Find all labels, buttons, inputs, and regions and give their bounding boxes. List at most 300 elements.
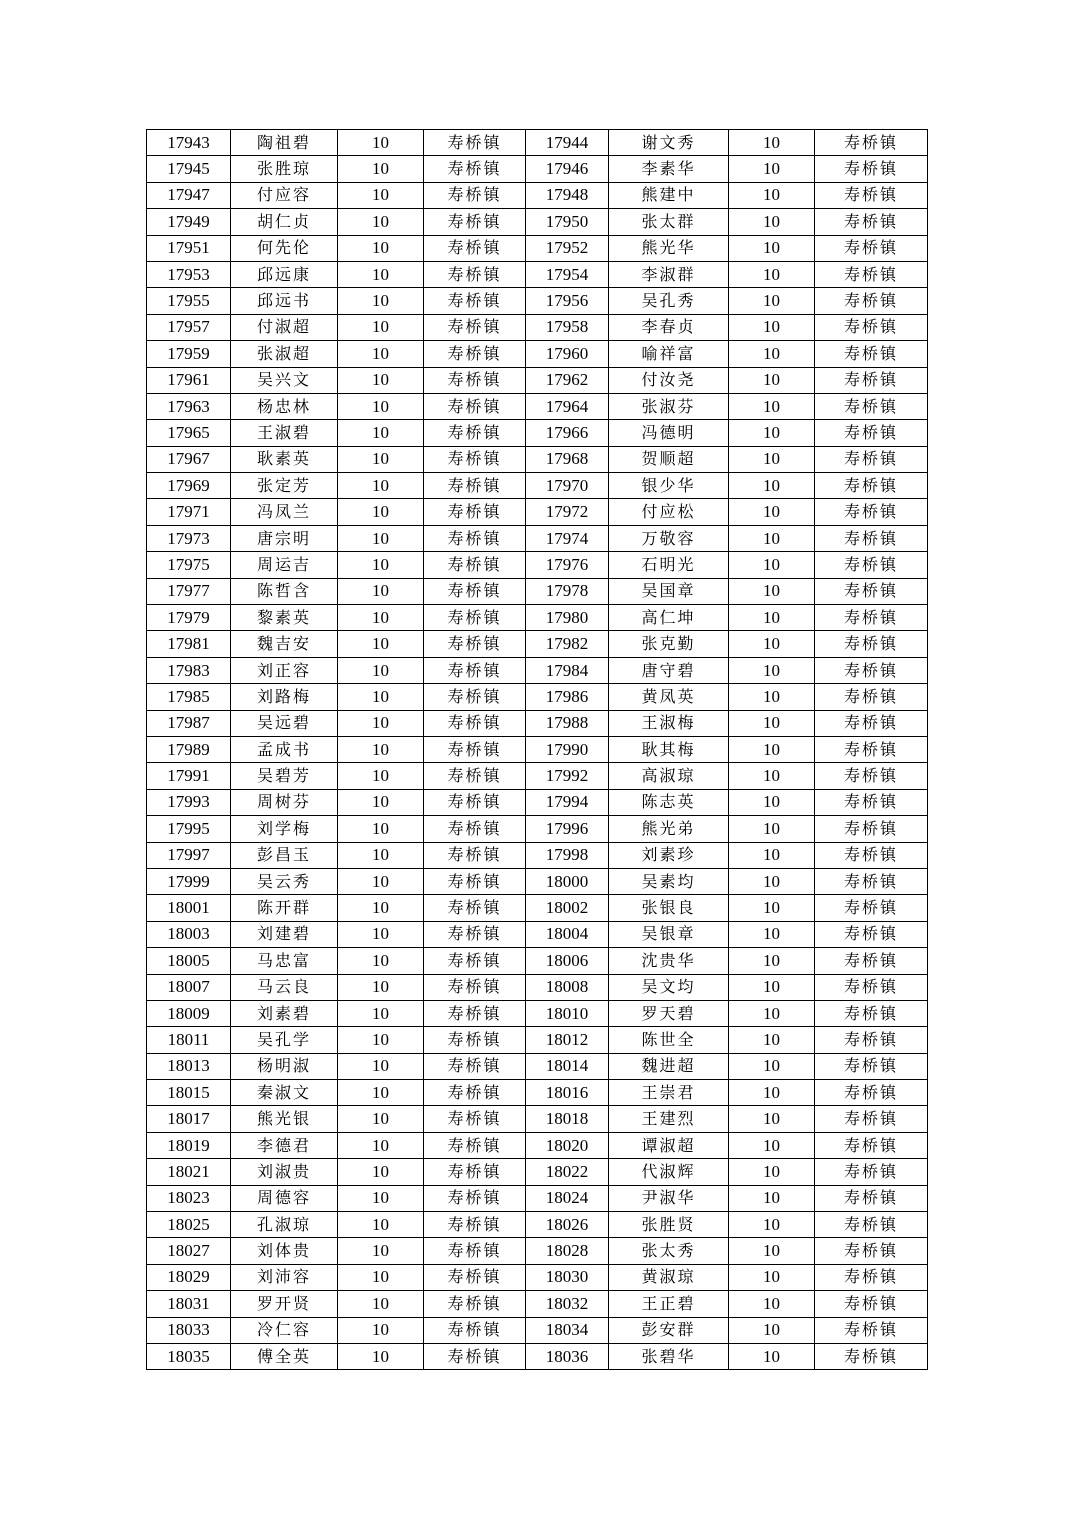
left-record-id-cell: 18035 <box>147 1343 231 1369</box>
left-record-id-cell: 17943 <box>147 130 231 156</box>
right-township-cell: 寿桥镇 <box>815 446 928 472</box>
right-record-id-cell: 17984 <box>526 657 609 683</box>
left-quantity-cell: 10 <box>338 1291 424 1317</box>
right-record-id-cell: 17948 <box>526 182 609 208</box>
left-record-id-cell: 17991 <box>147 763 231 789</box>
left-record-id-cell: 18033 <box>147 1317 231 1343</box>
right-record-id-cell: 18034 <box>526 1317 609 1343</box>
right-township-cell: 寿桥镇 <box>815 816 928 842</box>
right-township-cell: 寿桥镇 <box>815 261 928 287</box>
right-record-id-cell: 17998 <box>526 842 609 868</box>
left-person-name-cell: 冷仁容 <box>231 1317 338 1343</box>
left-quantity-cell: 10 <box>338 710 424 736</box>
right-township-cell: 寿桥镇 <box>815 763 928 789</box>
left-record-id-cell: 17967 <box>147 446 231 472</box>
left-person-name-cell: 何先伦 <box>231 235 338 261</box>
table-row <box>147 1264 928 1290</box>
right-quantity-cell: 10 <box>729 314 815 340</box>
left-quantity-cell: 10 <box>338 182 424 208</box>
left-person-name-cell: 陶祖碧 <box>231 130 338 156</box>
left-township-cell: 寿桥镇 <box>424 314 526 340</box>
right-township-cell: 寿桥镇 <box>815 525 928 551</box>
right-record-id-cell: 17978 <box>526 578 609 604</box>
right-township-cell: 寿桥镇 <box>815 1027 928 1053</box>
left-person-name-cell: 邱远康 <box>231 261 338 287</box>
table-row <box>147 631 928 657</box>
table-row <box>147 235 928 261</box>
left-quantity-cell: 10 <box>338 1080 424 1106</box>
left-record-id-cell: 17949 <box>147 209 231 235</box>
right-record-id-cell: 18010 <box>526 1000 609 1026</box>
left-quantity-cell: 10 <box>338 921 424 947</box>
left-record-id-cell: 17945 <box>147 156 231 182</box>
table-row <box>147 605 928 631</box>
right-person-name-cell: 尹淑华 <box>609 1185 729 1211</box>
right-quantity-cell: 10 <box>729 209 815 235</box>
left-township-cell: 寿桥镇 <box>424 736 526 762</box>
left-township-cell: 寿桥镇 <box>424 156 526 182</box>
right-township-cell: 寿桥镇 <box>815 341 928 367</box>
left-quantity-cell: 10 <box>338 420 424 446</box>
table-row <box>147 948 928 974</box>
left-person-name-cell: 杨明淑 <box>231 1053 338 1079</box>
right-person-name-cell: 李淑群 <box>609 261 729 287</box>
right-quantity-cell: 10 <box>729 1132 815 1158</box>
right-quantity-cell: 10 <box>729 261 815 287</box>
right-record-id-cell: 18030 <box>526 1264 609 1290</box>
right-quantity-cell: 10 <box>729 235 815 261</box>
left-record-id-cell: 18023 <box>147 1185 231 1211</box>
right-person-name-cell: 石明光 <box>609 552 729 578</box>
left-person-name-cell: 张胜琼 <box>231 156 338 182</box>
left-quantity-cell: 10 <box>338 130 424 156</box>
left-record-id-cell: 18025 <box>147 1212 231 1238</box>
right-record-id-cell: 17980 <box>526 605 609 631</box>
left-quantity-cell: 10 <box>338 1317 424 1343</box>
left-quantity-cell: 10 <box>338 393 424 419</box>
left-person-name-cell: 冯凤兰 <box>231 499 338 525</box>
left-person-name-cell: 周德容 <box>231 1185 338 1211</box>
right-township-cell: 寿桥镇 <box>815 473 928 499</box>
right-record-id-cell: 18016 <box>526 1080 609 1106</box>
left-township-cell: 寿桥镇 <box>424 1291 526 1317</box>
right-quantity-cell: 10 <box>729 1238 815 1264</box>
right-township-cell: 寿桥镇 <box>815 789 928 815</box>
right-quantity-cell: 10 <box>729 1291 815 1317</box>
left-person-name-cell: 周树芬 <box>231 789 338 815</box>
table-row <box>147 578 928 604</box>
right-quantity-cell: 10 <box>729 1343 815 1369</box>
table-row <box>147 1106 928 1132</box>
left-township-cell: 寿桥镇 <box>424 921 526 947</box>
left-record-id-cell: 18017 <box>147 1106 231 1132</box>
right-township-cell: 寿桥镇 <box>815 209 928 235</box>
left-record-id-cell: 17989 <box>147 736 231 762</box>
left-person-name-cell: 傅全英 <box>231 1343 338 1369</box>
left-person-name-cell: 马云良 <box>231 974 338 1000</box>
left-record-id-cell: 17997 <box>147 842 231 868</box>
left-township-cell: 寿桥镇 <box>424 763 526 789</box>
table-row <box>147 525 928 551</box>
right-quantity-cell: 10 <box>729 710 815 736</box>
left-person-name-cell: 刘正容 <box>231 657 338 683</box>
right-record-id-cell: 18036 <box>526 1343 609 1369</box>
left-quantity-cell: 10 <box>338 1264 424 1290</box>
left-record-id-cell: 18011 <box>147 1027 231 1053</box>
left-person-name-cell: 付淑超 <box>231 314 338 340</box>
left-township-cell: 寿桥镇 <box>424 1027 526 1053</box>
right-township-cell: 寿桥镇 <box>815 736 928 762</box>
right-quantity-cell: 10 <box>729 1264 815 1290</box>
table-row <box>147 842 928 868</box>
table-row <box>147 763 928 789</box>
right-quantity-cell: 10 <box>729 1212 815 1238</box>
left-township-cell: 寿桥镇 <box>424 261 526 287</box>
right-record-id-cell: 17976 <box>526 552 609 578</box>
left-quantity-cell: 10 <box>338 789 424 815</box>
left-quantity-cell: 10 <box>338 868 424 894</box>
left-quantity-cell: 10 <box>338 525 424 551</box>
left-record-id-cell: 17971 <box>147 499 231 525</box>
left-record-id-cell: 17957 <box>147 314 231 340</box>
right-person-name-cell: 万敬容 <box>609 525 729 551</box>
table-row <box>147 1185 928 1211</box>
left-township-cell: 寿桥镇 <box>424 974 526 1000</box>
left-person-name-cell: 秦淑文 <box>231 1080 338 1106</box>
right-record-id-cell: 18018 <box>526 1106 609 1132</box>
right-quantity-cell: 10 <box>729 367 815 393</box>
left-person-name-cell: 黎素英 <box>231 605 338 631</box>
left-quantity-cell: 10 <box>338 367 424 393</box>
left-record-id-cell: 18009 <box>147 1000 231 1026</box>
left-quantity-cell: 10 <box>338 499 424 525</box>
left-quantity-cell: 10 <box>338 895 424 921</box>
left-record-id-cell: 18021 <box>147 1159 231 1185</box>
left-quantity-cell: 10 <box>338 1106 424 1132</box>
right-record-id-cell: 17988 <box>526 710 609 736</box>
right-township-cell: 寿桥镇 <box>815 420 928 446</box>
left-record-id-cell: 17993 <box>147 789 231 815</box>
table-row <box>147 895 928 921</box>
right-record-id-cell: 18002 <box>526 895 609 921</box>
right-record-id-cell: 17946 <box>526 156 609 182</box>
right-township-cell: 寿桥镇 <box>815 921 928 947</box>
right-township-cell: 寿桥镇 <box>815 1106 928 1132</box>
left-township-cell: 寿桥镇 <box>424 948 526 974</box>
left-township-cell: 寿桥镇 <box>424 1106 526 1132</box>
right-record-id-cell: 17962 <box>526 367 609 393</box>
right-person-name-cell: 吴银章 <box>609 921 729 947</box>
right-quantity-cell: 10 <box>729 1080 815 1106</box>
left-record-id-cell: 17961 <box>147 367 231 393</box>
left-township-cell: 寿桥镇 <box>424 1264 526 1290</box>
left-record-id-cell: 17981 <box>147 631 231 657</box>
right-quantity-cell: 10 <box>729 288 815 314</box>
left-person-name-cell: 陈开群 <box>231 895 338 921</box>
left-quantity-cell: 10 <box>338 605 424 631</box>
left-township-cell: 寿桥镇 <box>424 789 526 815</box>
left-record-id-cell: 18001 <box>147 895 231 921</box>
left-record-id-cell: 17965 <box>147 420 231 446</box>
left-record-id-cell: 18031 <box>147 1291 231 1317</box>
left-quantity-cell: 10 <box>338 1053 424 1079</box>
left-person-name-cell: 邱远书 <box>231 288 338 314</box>
left-quantity-cell: 10 <box>338 578 424 604</box>
right-township-cell: 寿桥镇 <box>815 288 928 314</box>
left-township-cell: 寿桥镇 <box>424 684 526 710</box>
right-record-id-cell: 18026 <box>526 1212 609 1238</box>
right-township-cell: 寿桥镇 <box>815 948 928 974</box>
left-quantity-cell: 10 <box>338 816 424 842</box>
right-person-name-cell: 代淑辉 <box>609 1159 729 1185</box>
right-person-name-cell: 唐守碧 <box>609 657 729 683</box>
left-person-name-cell: 刘建碧 <box>231 921 338 947</box>
left-township-cell: 寿桥镇 <box>424 895 526 921</box>
left-township-cell: 寿桥镇 <box>424 1185 526 1211</box>
left-township-cell: 寿桥镇 <box>424 657 526 683</box>
table-row <box>147 868 928 894</box>
left-person-name-cell: 吴远碧 <box>231 710 338 736</box>
right-township-cell: 寿桥镇 <box>815 499 928 525</box>
left-person-name-cell: 刘学梅 <box>231 816 338 842</box>
table-row <box>147 657 928 683</box>
right-record-id-cell: 17974 <box>526 525 609 551</box>
left-person-name-cell: 李德君 <box>231 1132 338 1158</box>
right-quantity-cell: 10 <box>729 816 815 842</box>
right-township-cell: 寿桥镇 <box>815 235 928 261</box>
table-row <box>147 684 928 710</box>
left-person-name-cell: 陈哲含 <box>231 578 338 604</box>
right-record-id-cell: 17958 <box>526 314 609 340</box>
left-record-id-cell: 17983 <box>147 657 231 683</box>
roster-table-body <box>147 130 928 1370</box>
left-quantity-cell: 10 <box>338 288 424 314</box>
right-record-id-cell: 17986 <box>526 684 609 710</box>
right-person-name-cell: 张太秀 <box>609 1238 729 1264</box>
table-row <box>147 1159 928 1185</box>
right-quantity-cell: 10 <box>729 446 815 472</box>
right-person-name-cell: 王崇君 <box>609 1080 729 1106</box>
left-person-name-cell: 孔淑琼 <box>231 1212 338 1238</box>
right-quantity-cell: 10 <box>729 1317 815 1343</box>
right-quantity-cell: 10 <box>729 130 815 156</box>
left-quantity-cell: 10 <box>338 1159 424 1185</box>
right-record-id-cell: 17972 <box>526 499 609 525</box>
right-record-id-cell: 17954 <box>526 261 609 287</box>
left-quantity-cell: 10 <box>338 473 424 499</box>
right-person-name-cell: 吴文均 <box>609 974 729 1000</box>
left-township-cell: 寿桥镇 <box>424 341 526 367</box>
right-quantity-cell: 10 <box>729 473 815 499</box>
left-township-cell: 寿桥镇 <box>424 578 526 604</box>
right-township-cell: 寿桥镇 <box>815 1132 928 1158</box>
left-record-id-cell: 18019 <box>147 1132 231 1158</box>
left-person-name-cell: 孟成书 <box>231 736 338 762</box>
right-township-cell: 寿桥镇 <box>815 974 928 1000</box>
right-record-id-cell: 17996 <box>526 816 609 842</box>
right-person-name-cell: 彭安群 <box>609 1317 729 1343</box>
right-person-name-cell: 付应松 <box>609 499 729 525</box>
table-row <box>147 1317 928 1343</box>
right-township-cell: 寿桥镇 <box>815 1291 928 1317</box>
left-township-cell: 寿桥镇 <box>424 130 526 156</box>
left-person-name-cell: 周运吉 <box>231 552 338 578</box>
right-quantity-cell: 10 <box>729 341 815 367</box>
left-person-name-cell: 张淑超 <box>231 341 338 367</box>
right-township-cell: 寿桥镇 <box>815 1238 928 1264</box>
left-quantity-cell: 10 <box>338 341 424 367</box>
right-record-id-cell: 18008 <box>526 974 609 1000</box>
left-township-cell: 寿桥镇 <box>424 420 526 446</box>
left-quantity-cell: 10 <box>338 948 424 974</box>
right-person-name-cell: 吴孔秀 <box>609 288 729 314</box>
right-person-name-cell: 陈志英 <box>609 789 729 815</box>
left-township-cell: 寿桥镇 <box>424 499 526 525</box>
left-township-cell: 寿桥镇 <box>424 842 526 868</box>
right-person-name-cell: 冯德明 <box>609 420 729 446</box>
right-township-cell: 寿桥镇 <box>815 130 928 156</box>
right-quantity-cell: 10 <box>729 763 815 789</box>
left-township-cell: 寿桥镇 <box>424 816 526 842</box>
right-record-id-cell: 18028 <box>526 1238 609 1264</box>
left-record-id-cell: 17951 <box>147 235 231 261</box>
left-quantity-cell: 10 <box>338 631 424 657</box>
right-township-cell: 寿桥镇 <box>815 1080 928 1106</box>
right-quantity-cell: 10 <box>729 1027 815 1053</box>
right-person-name-cell: 刘素珍 <box>609 842 729 868</box>
left-person-name-cell: 刘体贵 <box>231 1238 338 1264</box>
right-township-cell: 寿桥镇 <box>815 1185 928 1211</box>
right-township-cell: 寿桥镇 <box>815 156 928 182</box>
roster-table <box>146 129 928 1370</box>
left-township-cell: 寿桥镇 <box>424 1343 526 1369</box>
right-record-id-cell: 18022 <box>526 1159 609 1185</box>
left-record-id-cell: 17995 <box>147 816 231 842</box>
left-person-name-cell: 吴孔学 <box>231 1027 338 1053</box>
left-person-name-cell: 杨忠林 <box>231 393 338 419</box>
left-record-id-cell: 18029 <box>147 1264 231 1290</box>
right-township-cell: 寿桥镇 <box>815 684 928 710</box>
left-township-cell: 寿桥镇 <box>424 1238 526 1264</box>
right-quantity-cell: 10 <box>729 736 815 762</box>
right-township-cell: 寿桥镇 <box>815 393 928 419</box>
right-person-name-cell: 吴国章 <box>609 578 729 604</box>
table-row <box>147 393 928 419</box>
table-row <box>147 367 928 393</box>
right-quantity-cell: 10 <box>729 921 815 947</box>
left-quantity-cell: 10 <box>338 261 424 287</box>
right-person-name-cell: 谭淑超 <box>609 1132 729 1158</box>
left-quantity-cell: 10 <box>338 1185 424 1211</box>
right-person-name-cell: 沈贵华 <box>609 948 729 974</box>
left-person-name-cell: 王淑碧 <box>231 420 338 446</box>
left-record-id-cell: 17947 <box>147 182 231 208</box>
right-person-name-cell: 吴素均 <box>609 868 729 894</box>
left-township-cell: 寿桥镇 <box>424 1080 526 1106</box>
left-record-id-cell: 17953 <box>147 261 231 287</box>
table-row <box>147 182 928 208</box>
right-person-name-cell: 张淑芬 <box>609 393 729 419</box>
left-township-cell: 寿桥镇 <box>424 605 526 631</box>
table-row <box>147 1027 928 1053</box>
left-person-name-cell: 唐宗明 <box>231 525 338 551</box>
right-record-id-cell: 18000 <box>526 868 609 894</box>
left-record-id-cell: 18005 <box>147 948 231 974</box>
table-row <box>147 1343 928 1369</box>
left-record-id-cell: 17979 <box>147 605 231 631</box>
left-quantity-cell: 10 <box>338 1027 424 1053</box>
right-quantity-cell: 10 <box>729 420 815 446</box>
right-township-cell: 寿桥镇 <box>815 605 928 631</box>
right-township-cell: 寿桥镇 <box>815 1212 928 1238</box>
left-record-id-cell: 17987 <box>147 710 231 736</box>
right-township-cell: 寿桥镇 <box>815 578 928 604</box>
right-township-cell: 寿桥镇 <box>815 842 928 868</box>
right-record-id-cell: 18006 <box>526 948 609 974</box>
left-record-id-cell: 17985 <box>147 684 231 710</box>
right-person-name-cell: 高仁坤 <box>609 605 729 631</box>
left-township-cell: 寿桥镇 <box>424 367 526 393</box>
table-row <box>147 341 928 367</box>
left-township-cell: 寿桥镇 <box>424 1000 526 1026</box>
table-row <box>147 446 928 472</box>
right-township-cell: 寿桥镇 <box>815 182 928 208</box>
left-quantity-cell: 10 <box>338 552 424 578</box>
left-person-name-cell: 彭昌玉 <box>231 842 338 868</box>
right-record-id-cell: 17952 <box>526 235 609 261</box>
left-person-name-cell: 熊光银 <box>231 1106 338 1132</box>
left-record-id-cell: 18007 <box>147 974 231 1000</box>
right-record-id-cell: 17992 <box>526 763 609 789</box>
left-record-id-cell: 17977 <box>147 578 231 604</box>
right-quantity-cell: 10 <box>729 605 815 631</box>
right-person-name-cell: 喻祥富 <box>609 341 729 367</box>
left-person-name-cell: 刘沛容 <box>231 1264 338 1290</box>
right-record-id-cell: 17964 <box>526 393 609 419</box>
left-quantity-cell: 10 <box>338 1343 424 1369</box>
right-township-cell: 寿桥镇 <box>815 1317 928 1343</box>
right-quantity-cell: 10 <box>729 578 815 604</box>
table-row <box>147 552 928 578</box>
table-row <box>147 1212 928 1238</box>
left-record-id-cell: 17955 <box>147 288 231 314</box>
right-person-name-cell: 张胜贤 <box>609 1212 729 1238</box>
table-row <box>147 974 928 1000</box>
right-record-id-cell: 17982 <box>526 631 609 657</box>
table-row <box>147 261 928 287</box>
right-record-id-cell: 18004 <box>526 921 609 947</box>
table-row <box>147 499 928 525</box>
left-person-name-cell: 魏吉安 <box>231 631 338 657</box>
table-row <box>147 1000 928 1026</box>
left-township-cell: 寿桥镇 <box>424 631 526 657</box>
left-person-name-cell: 刘素碧 <box>231 1000 338 1026</box>
table-row <box>147 314 928 340</box>
left-person-name-cell: 刘淑贵 <box>231 1159 338 1185</box>
right-quantity-cell: 10 <box>729 499 815 525</box>
right-quantity-cell: 10 <box>729 842 815 868</box>
left-township-cell: 寿桥镇 <box>424 473 526 499</box>
right-person-name-cell: 张克勤 <box>609 631 729 657</box>
right-person-name-cell: 王正碧 <box>609 1291 729 1317</box>
table-row <box>147 1080 928 1106</box>
left-person-name-cell: 吴碧芳 <box>231 763 338 789</box>
right-quantity-cell: 10 <box>729 631 815 657</box>
right-person-name-cell: 谢文秀 <box>609 130 729 156</box>
left-township-cell: 寿桥镇 <box>424 868 526 894</box>
right-quantity-cell: 10 <box>729 552 815 578</box>
left-record-id-cell: 17963 <box>147 393 231 419</box>
